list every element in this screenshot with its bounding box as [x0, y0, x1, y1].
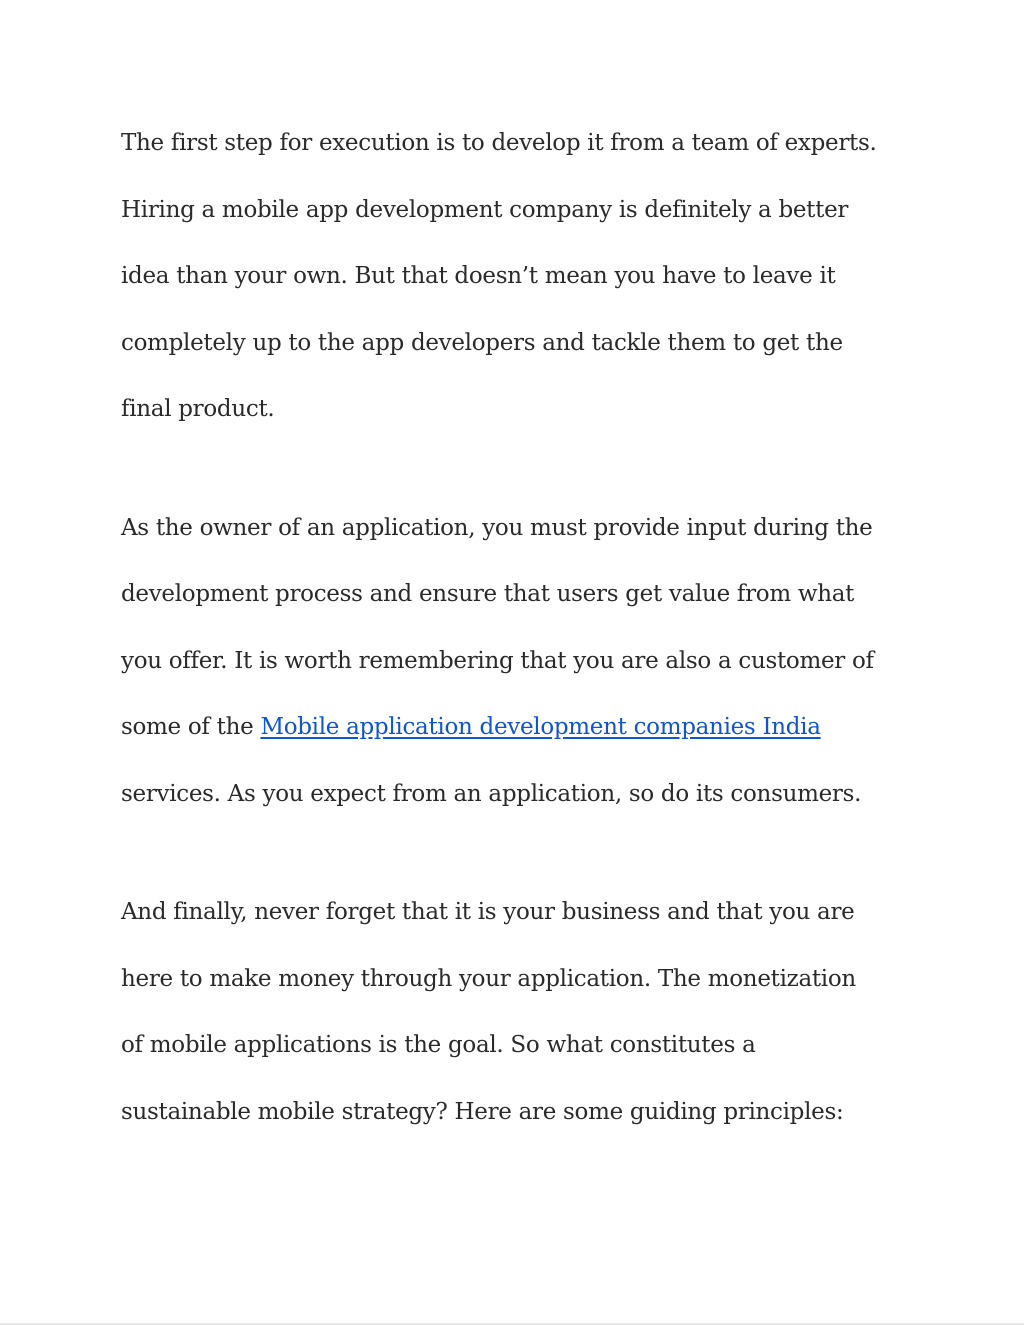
- paragraph-3-line: sustainable mobile strategy? Here are some guiding principles:: [121, 1098, 844, 1125]
- paragraph-1-line: completely up to the app developers and tackle them to get the: [121, 329, 843, 356]
- paragraph-1-line: The first step for execution is to develop it from a team of experts.: [121, 130, 877, 156]
- paragraph-1-line: idea than your own. But that doesn’t mean you have to leave it: [121, 263, 836, 289]
- paragraph-1-line: final product.: [121, 396, 275, 422]
- paragraph-2: [121, 495, 921, 828]
- paragraph-2-line: you offer. It is worth remembering that you are also a customer of: [121, 647, 874, 674]
- link-line-prefix: some of the: [121, 714, 261, 740]
- document-body: [121, 110, 921, 1197]
- paragraph-3-line: And finally, never forget that it is your business and that you are: [121, 899, 855, 925]
- paragraph-3: [121, 879, 921, 1145]
- paragraph-1: [121, 110, 921, 443]
- paragraph-2-line: development process and ensure that users get value from what: [121, 581, 855, 607]
- paragraph-2-link-line: [121, 694, 921, 761]
- paragraph-1-line: Hiring a mobile app development company is definitely a better: [121, 196, 849, 223]
- mobile-app-companies-link[interactable]: Mobile application development companies India: [260, 714, 821, 740]
- paragraph-3-line: of mobile applications is the goal. So what constitutes a: [121, 1032, 756, 1058]
- paragraph-3-line: here to make money through your application. The monetization: [121, 965, 856, 992]
- paragraph-2-line: services. As you expect from an application, so do its consumers.: [121, 780, 862, 807]
- paragraph-2-line: As the owner of an application, you must provide input during the: [121, 514, 873, 541]
